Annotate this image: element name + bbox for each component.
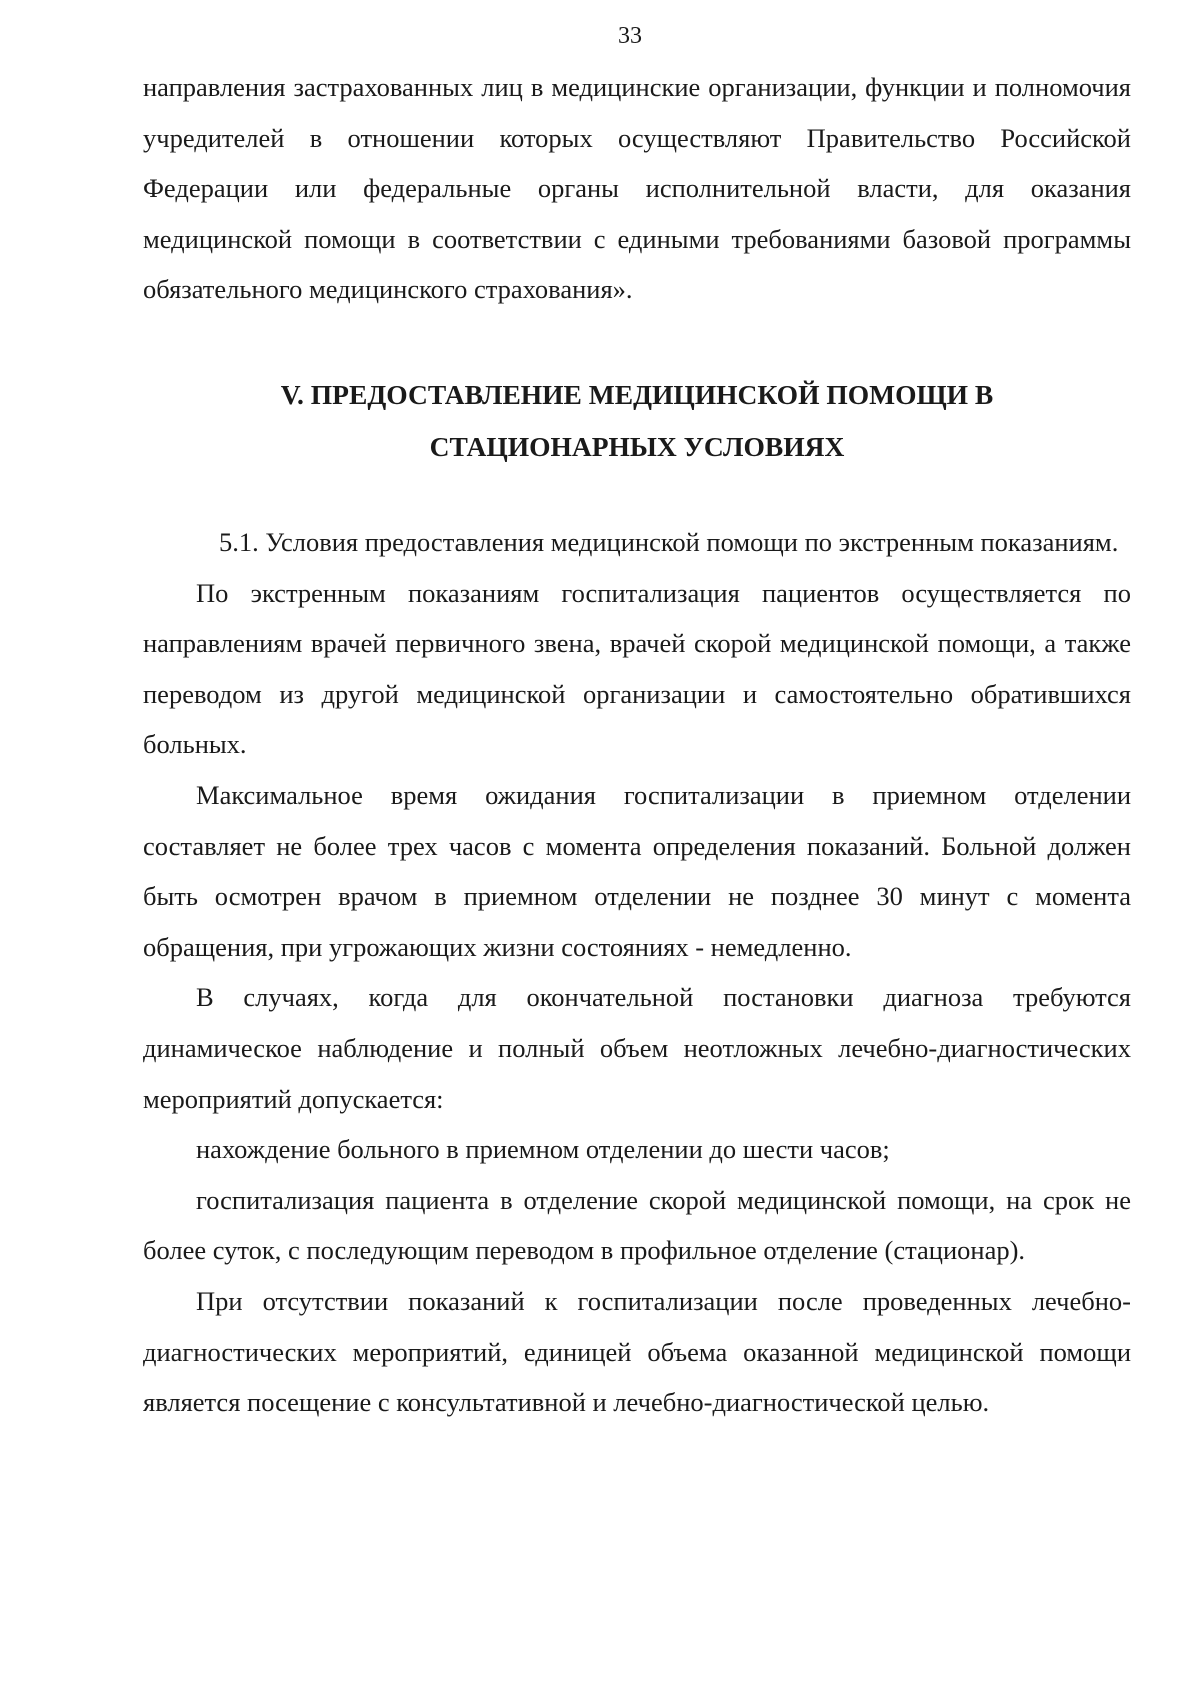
intro-paragraph: направления застрахованных лиц в медицинские организации, функции и полномочия учредителей в отношении которых осуществляют Правительство Российской Федерации или федеральные органы исполнительной власти, для оказания медицинской помощи в соответствии с едиными требованиями базовой программы обязательного медицинского страхования». — [143, 72, 1131, 305]
subsection-5-1-paragraph: 5.1. Условия предоставления медицинской помощи по экстренным показаниям. — [219, 527, 1119, 557]
body-paragraph: При отсутствии показаний к госпитализации после проведенных лечебно-диагностических мероприятий, единицей объема оказанной медицинской помощи является посещение с консультативной и лечебно-диагностической целью. — [143, 1285, 1131, 1418]
body-paragraph: Максимальное время ожидания госпитализации в приемном отделении составляет не более трех часов с момента определения показаний. Больной должен быть осмотрен врачом в приемном отделении не позднее 30 минут с момента обращения, при угрожающих жизни состояниях - немедленно. — [143, 779, 1131, 962]
intro-text-block — [143, 62, 1131, 315]
section-heading-line-1: V. ПРЕДОСТАВЛЕНИЕ МЕДИЦИНСКОЙ ПОМОЩИ В — [280, 379, 994, 410]
list-item-paragraph: госпитализация пациента в отделение скорой медицинской помощи, на срок не более суток, с последующим переводом в профильное отделение (стационар). — [143, 1184, 1131, 1266]
section-heading — [143, 369, 1131, 473]
body-text-block — [143, 517, 1131, 1428]
list-item-paragraph: нахождение больного в приемном отделении до шести часов; — [196, 1134, 890, 1165]
section-heading-line-2: СТАЦИОНАРНЫХ УСЛОВИЯХ — [429, 431, 845, 462]
body-paragraph: В случаях, когда для окончательной постановки диагноза требуются динамическое наблюдение и полный объем неотложных лечебно-диагностических мероприятий допускается: — [143, 982, 1131, 1114]
body-paragraph: По экстренным показаниям госпитализация пациентов осуществляется по направлениям врачей первичного звена, врачей скорой медицинской помощи, а также переводом из другой медицинской организации и самостоятельно обратившихся больных. — [143, 577, 1131, 760]
page-number: 33 — [618, 23, 642, 49]
